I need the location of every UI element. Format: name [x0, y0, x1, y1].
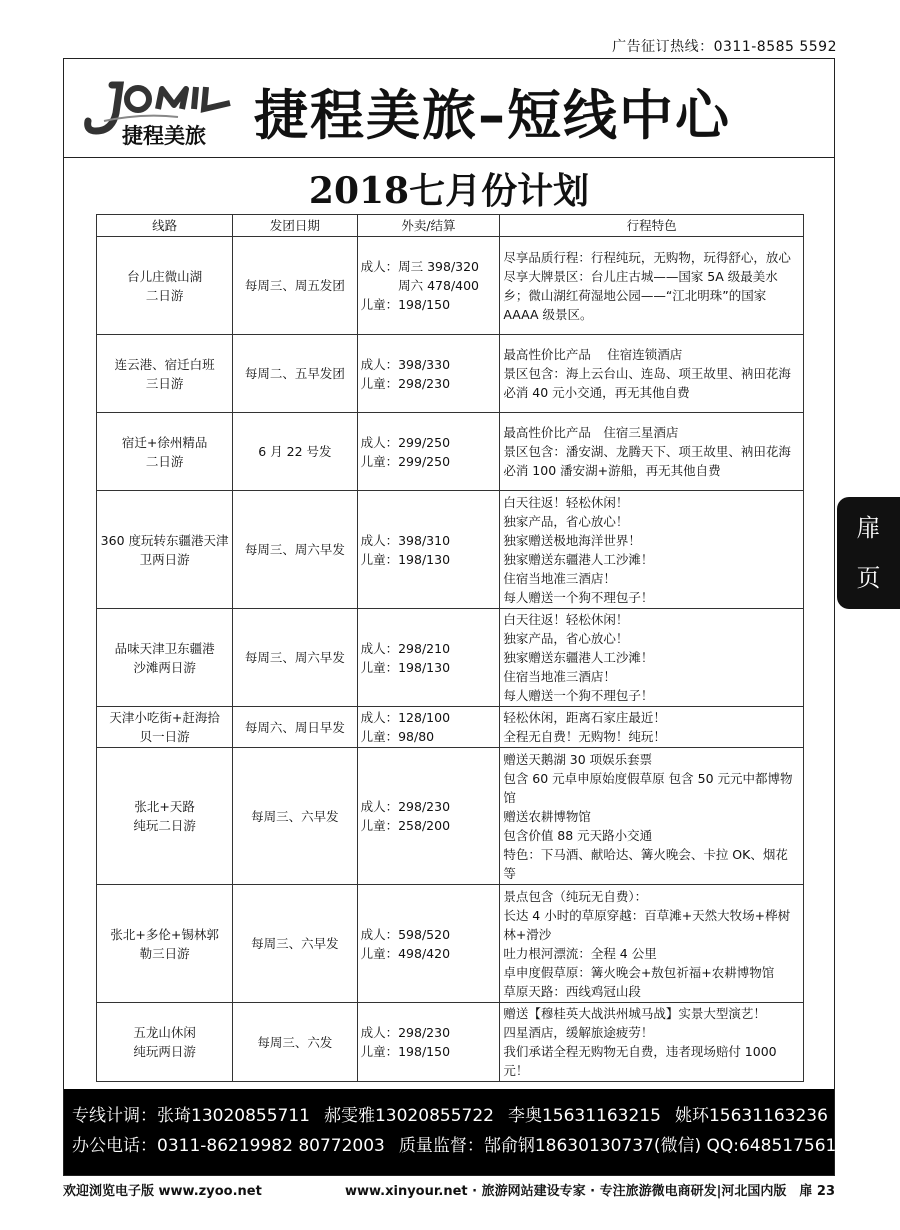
features-cell-line: 独家赠送极地海洋世界！: [503, 532, 641, 548]
features-cell-line: 包含 60 元卓申原始度假草原 包含 50 元元中都博物馆: [503, 770, 793, 805]
contact-item: 专线计调：张琦13020855711: [72, 1106, 310, 1126]
features-cell-line: 四星酒店，缓解旅途疲劳！: [503, 1025, 654, 1040]
features-cell-line: 住宿当地准三酒店！: [503, 570, 616, 586]
price-cell: [357, 748, 500, 885]
price-cell-line: 儿童：498/420: [360, 945, 451, 961]
features-cell-line: 独家赠送东疆港人工沙滩！: [503, 551, 654, 567]
route-cell-line: 沙滩两日游: [133, 659, 196, 675]
features-cell-line: 住宿当地准三酒店！: [503, 669, 616, 684]
table-row: [97, 609, 804, 707]
route-cell: [97, 1003, 233, 1082]
header-route: 线路: [97, 215, 233, 237]
features-cell-line: 轻松休闲，距离石家庄最近！: [503, 710, 666, 725]
table-row: [97, 1003, 804, 1082]
side-tab-char: 扉: [856, 514, 881, 542]
route-cell: [97, 609, 233, 707]
price-cell: [357, 1003, 500, 1082]
contact-line-1: [72, 1101, 826, 1131]
features-cell: [500, 237, 804, 335]
table-row: [97, 335, 804, 413]
footer-right: www.xinyour.net · 旅游网站建设专家 · 专注旅游微电商研发|河北国内版 扉 23: [344, 1184, 835, 1199]
features-cell-line: 赠送天鹅湖 30 项娱乐套票: [503, 751, 653, 767]
route-cell-line: 三日游: [145, 375, 184, 391]
route-cell-line: 勒三日游: [139, 945, 190, 961]
brand-logo: [82, 73, 242, 148]
route-cell-line: 张北+天路: [134, 799, 195, 814]
price-cell-line: 成人：299/250: [360, 434, 451, 450]
header-price: 外卖/结算: [357, 215, 500, 237]
route-cell-line: 台儿庄微山湖: [127, 268, 203, 284]
features-cell: [500, 413, 804, 491]
contact-band: [64, 1089, 837, 1175]
price-cell-line: 成人：298/230: [360, 1025, 451, 1040]
route-cell-line: 二日游: [145, 453, 184, 469]
header-features: 行程特色: [500, 215, 804, 237]
date-cell: 每周三、周六早发: [233, 609, 357, 707]
header: [64, 59, 834, 158]
features-cell-line: 独家赠送东疆港人工沙滩！: [503, 650, 654, 665]
features-cell-line: 白天往返！轻松休闲！: [503, 612, 629, 627]
header-date: 发团日期: [233, 215, 357, 237]
features-cell-line: 必消 40 元小交通，再无其他自费: [503, 385, 690, 400]
features-cell-line: 景点包含（纯玩无自费）：: [503, 888, 648, 904]
ad-hotline: 广告征订热线：0311-8585 5592: [612, 39, 837, 55]
price-cell: [357, 237, 500, 335]
price-cell-line: 儿童：298/230: [360, 375, 451, 391]
route-cell-line: 品味天津卫东疆港: [114, 640, 215, 656]
price-cell-line: 儿童：258/200: [360, 818, 451, 833]
date-cell: 每周二、五早发团: [233, 335, 357, 413]
brand-title: 捷程美旅–短线中心: [254, 84, 731, 147]
table-body: [97, 237, 804, 1082]
date-cell: 每周三、六发: [233, 1003, 357, 1082]
table-row: [97, 707, 804, 748]
features-cell-line: 白天往返！轻松休闲！: [503, 494, 629, 510]
features-cell-line: 长达 4 小时的草原穿越：百草滩+天然大牧场+桦树林+滑沙: [503, 907, 791, 942]
price-cell: [357, 413, 500, 491]
date-cell: 每周三、周六早发: [233, 491, 357, 609]
table-row: [97, 748, 804, 885]
date-cell: 每周三、周五发团: [233, 237, 357, 335]
features-cell-line: 最高性价比产品 住宿三星酒店: [503, 425, 679, 440]
price-cell-line: 儿童：198/150: [360, 1044, 451, 1059]
features-cell-line: 独家产品，省心放心！: [503, 631, 629, 646]
price-cell-line: 儿童：198/130: [360, 659, 451, 675]
features-cell-line: 赠送【穆桂英大战洪州城马战】实景大型演艺！: [503, 1006, 766, 1021]
features-cell-line: 尽享品质行程：行程纯玩，无购物，玩得舒心，放心: [503, 249, 791, 265]
route-cell-line: 张北+多伦+锡林郭: [110, 926, 219, 942]
brand-logo-graphic: [82, 73, 242, 148]
features-cell: [500, 707, 804, 748]
features-cell-line: 全程无自费！无购物！纯玩！: [503, 729, 666, 744]
page-frame: [63, 58, 835, 1176]
features-cell-line: 赠送农耕博物馆: [503, 808, 591, 824]
route-cell: [97, 491, 233, 609]
date-cell: 每周六、周日早发: [233, 707, 357, 748]
table-header-row: [97, 215, 804, 237]
contact-item: 姚环15631163236: [674, 1106, 828, 1126]
office-phone: 办公电话：0311-86219982 80772003: [72, 1136, 385, 1156]
features-cell-line: 每人赠送一个狗不理包子！: [503, 688, 654, 703]
features-cell-line: 包含价值 88 元天路小交通: [503, 827, 653, 843]
features-cell-line: 草原天路：西线鸡冠山段: [503, 983, 641, 999]
price-cell-line: 儿童：98/80: [360, 729, 435, 744]
route-cell: [97, 885, 233, 1003]
price-cell: [357, 609, 500, 707]
date-cell: 每周三、六早发: [233, 748, 357, 885]
footer-left: 欢迎浏览电子版 www.zyoo.net: [63, 1184, 262, 1199]
itinerary-table: [96, 214, 804, 1082]
features-cell-line: 吐力根河漂流：全程 4 公里: [503, 945, 657, 961]
features-cell-line: 我们承诺全程无购物无自费，违者现场赔付 1000 元！: [503, 1044, 777, 1078]
price-cell: [357, 335, 500, 413]
route-cell-line: 天津小吃街+赶海拾: [109, 710, 220, 725]
price-cell: [357, 885, 500, 1003]
route-cell-line: 宿迁+徐州精品: [121, 434, 208, 450]
table-row: [97, 885, 804, 1003]
price-cell: [357, 491, 500, 609]
route-cell-line: 360 度玩转东疆港天津卫两日游: [100, 532, 229, 567]
features-cell-line: 景区包含：海上云台山、连岛、项王故里、衲田花海: [503, 366, 791, 381]
route-cell: [97, 413, 233, 491]
quality-supervisor: 质量监督：郜俞钢18630130737(微信) QQ:648517561: [398, 1136, 837, 1156]
features-cell-line: 每人赠送一个狗不理包子！: [503, 589, 654, 605]
route-cell: [97, 237, 233, 335]
price-cell-line: 儿童：198/130: [360, 551, 451, 567]
price-cell-line: 成人：周三 398/320: [360, 259, 480, 274]
features-cell-line: 特色：下马酒、献哈达、篝火晚会、卡拉 OK、烟花等: [503, 846, 788, 881]
features-cell-line: 最高性价比产品 住宿连锁酒店: [503, 347, 683, 362]
route-cell-line: 二日游: [145, 287, 184, 303]
features-cell-line: 景区包含：潘安湖、龙腾天下、项王故里、衲田花海: [503, 444, 791, 459]
price-cell-line: 成人：298/210: [360, 640, 451, 656]
side-tab-char: 页: [856, 564, 881, 592]
plan-title: 2018七月份计划: [308, 170, 590, 212]
side-section-tab: [837, 497, 900, 609]
route-cell: [97, 748, 233, 885]
date-cell: 每周三、六早发: [233, 885, 357, 1003]
price-cell: [357, 707, 500, 748]
features-cell: [500, 885, 804, 1003]
route-cell: [97, 707, 233, 748]
route-cell-line: 纯玩两日游: [133, 1044, 196, 1059]
features-cell: [500, 748, 804, 885]
route-cell-line: 五龙山休闲: [133, 1025, 196, 1040]
contact-line-2: [72, 1131, 837, 1161]
features-cell: [500, 609, 804, 707]
route-cell-line: 贝一日游: [139, 729, 190, 744]
date-cell: 6 月 22 号发: [233, 413, 357, 491]
features-cell-line: 独家产品，省心放心！: [503, 513, 629, 529]
price-cell-line: 成人：398/310: [360, 532, 451, 548]
route-cell-line: 纯玩二日游: [133, 818, 196, 833]
price-cell-line: 成人：598/520: [360, 926, 451, 942]
features-cell: [500, 1003, 804, 1082]
features-cell-line: 必消 100 潘安湖+游船，再无其他自费: [503, 463, 721, 478]
features-cell-line: 卓申度假草原：篝火晚会+敖包祈福+农耕博物馆: [503, 964, 775, 980]
svg-text:捷程美旅: 捷程美旅: [122, 124, 206, 148]
price-cell-line: 周六 478/400: [360, 278, 480, 293]
table-row: [97, 237, 804, 335]
table-row: [97, 413, 804, 491]
price-cell-line: 儿童：299/250: [360, 453, 451, 469]
price-cell-line: 成人：128/100: [360, 710, 451, 725]
price-cell-line: 成人：398/330: [360, 356, 451, 372]
features-cell: [500, 491, 804, 609]
route-cell-line: 连云港、宿迁白班: [114, 356, 215, 372]
features-cell: [500, 335, 804, 413]
route-cell: [97, 335, 233, 413]
contact-item: 李奥15631163215: [507, 1106, 661, 1126]
table-row: [97, 491, 804, 609]
price-cell-line: 儿童：198/150: [360, 297, 451, 312]
price-cell-line: 成人：298/230: [360, 799, 451, 814]
features-cell-line: 尽享大牌景区：台儿庄古城——国家 5A 级最美水乡；微山湖红荷湿地公园——“江北明珠”的国家 AAAA 级景区。: [503, 268, 778, 322]
contact-item: 郝雯雅13020855722: [323, 1106, 494, 1126]
